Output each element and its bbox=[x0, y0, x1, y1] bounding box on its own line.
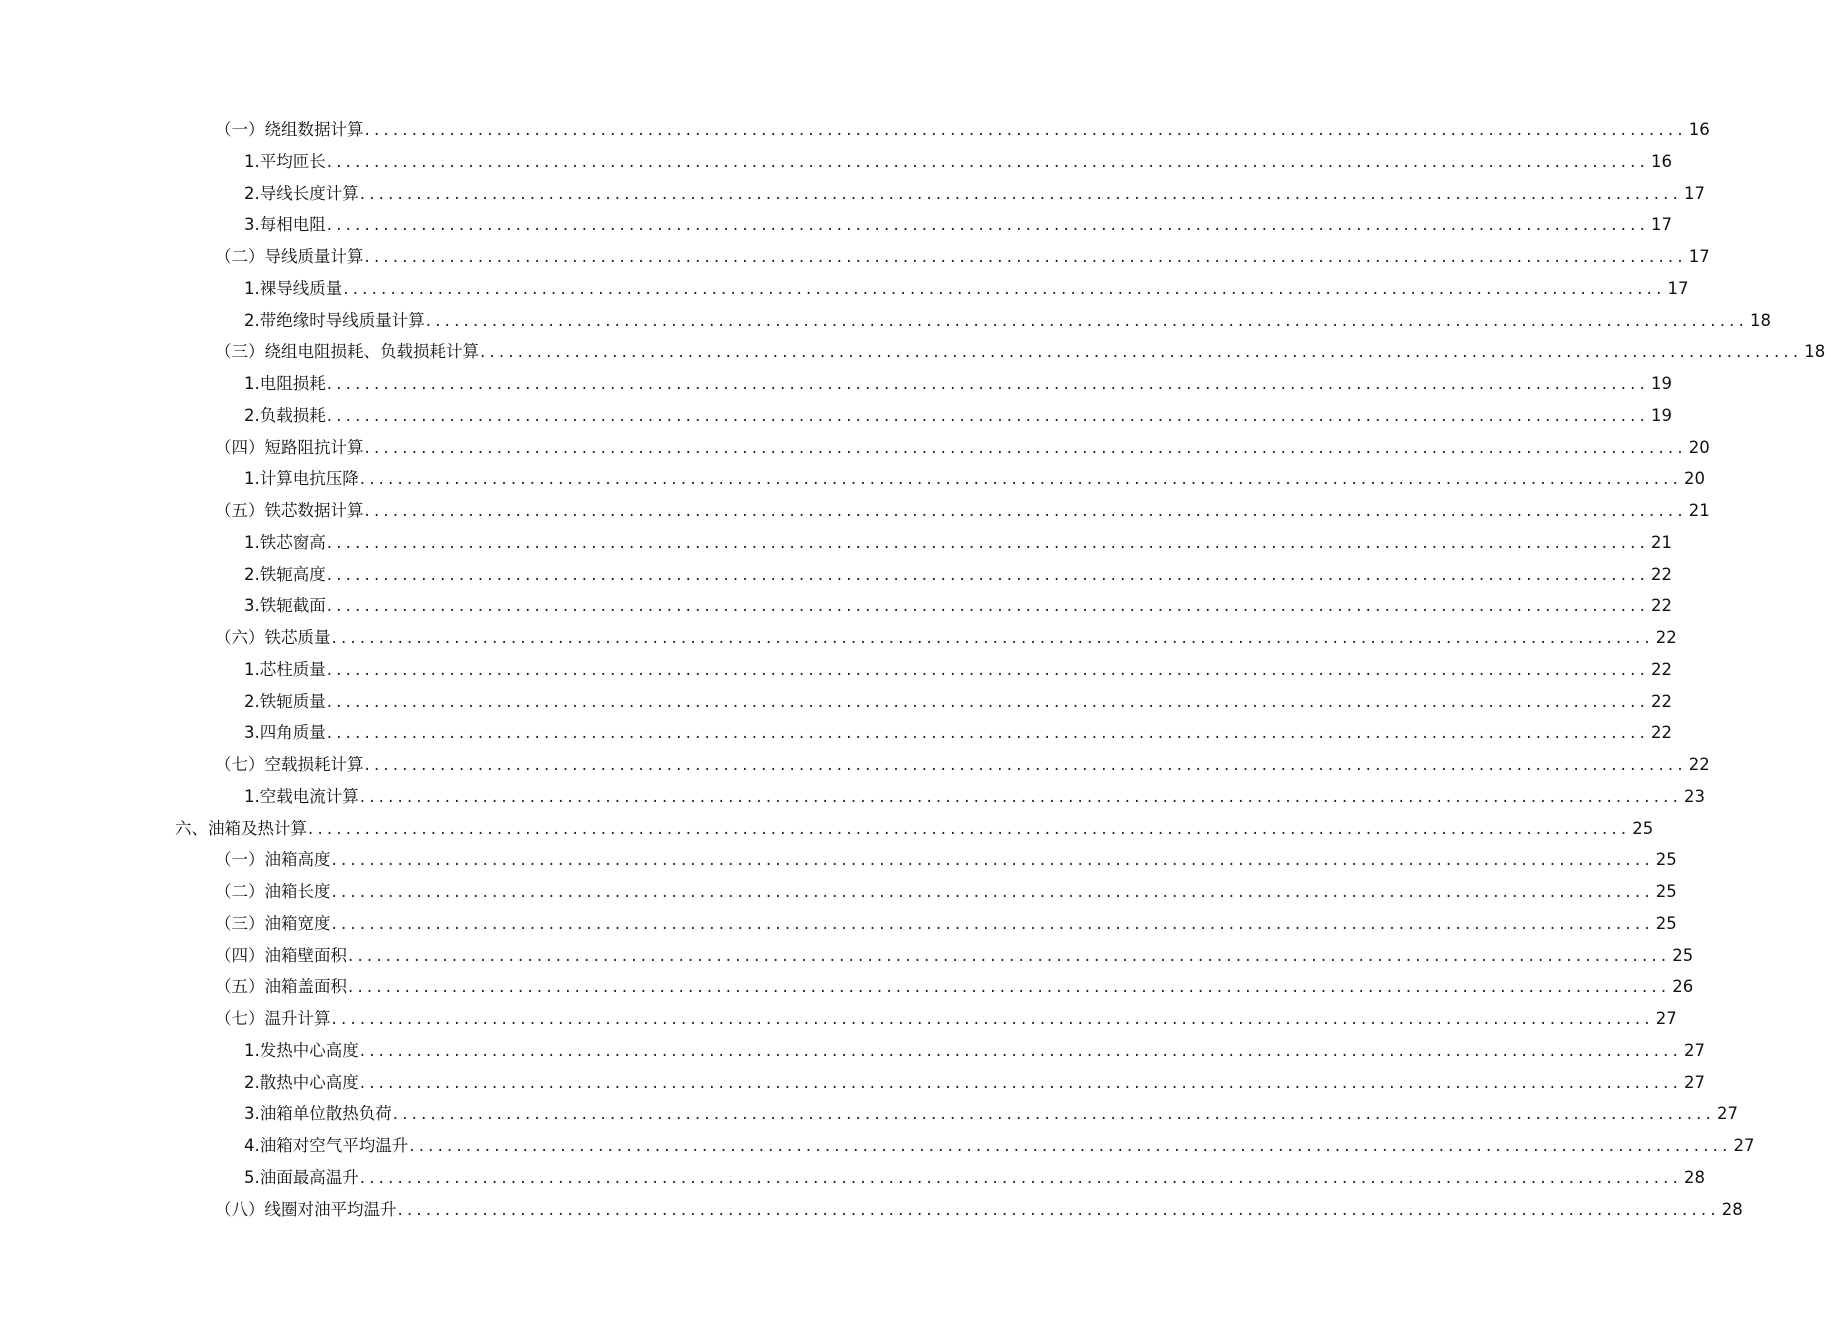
toc-dot-leader: ............................................................................................................................................ bbox=[364, 247, 1687, 266]
toc-entry-page-number: 28 bbox=[1721, 1199, 1743, 1219]
toc-entry-number: （五） bbox=[215, 501, 265, 520]
toc-entry-number: 1. bbox=[244, 659, 260, 679]
toc-entry-title: 铁芯数据计算 bbox=[264, 501, 364, 520]
toc-dot-leader: ............................................................................................................................................ bbox=[359, 1040, 1683, 1060]
toc-entry-line bbox=[215, 336, 1825, 368]
toc-entry-title: 油箱单位散热负荷 bbox=[259, 1104, 392, 1124]
toc-entry-number: 2. bbox=[244, 405, 260, 425]
toc-dot-leader: ............................................................................................................................................ bbox=[326, 532, 1650, 552]
toc-entry[interactable] bbox=[0, 463, 1706, 495]
toc-entry-title: 导线质量计算 bbox=[264, 247, 364, 266]
toc-entry-line bbox=[215, 844, 1677, 876]
toc-dot-leader: ............................................................................................................................................ bbox=[364, 501, 1687, 520]
toc-dot-leader: ............................................................................................................................................ bbox=[326, 215, 1650, 235]
toc-entry[interactable] bbox=[0, 622, 1677, 654]
toc-entry-page-number: 27 bbox=[1733, 1136, 1755, 1155]
toc-entry-number: 4. bbox=[244, 1136, 260, 1155]
toc-entry-page-number: 25 bbox=[1672, 945, 1694, 965]
toc-entry-number: 1. bbox=[244, 469, 260, 489]
toc-entry-line bbox=[244, 686, 1673, 718]
toc-entry[interactable] bbox=[0, 590, 1673, 622]
toc-entry-page-number: 22 bbox=[1688, 755, 1710, 774]
toc-entry-line bbox=[244, 1162, 1706, 1194]
toc-dot-leader: ............................................................................................................................................ bbox=[359, 1167, 1683, 1187]
toc-entry-page-number: 18 bbox=[1750, 310, 1772, 330]
toc-entry-line bbox=[215, 241, 1710, 273]
toc-entry-page-number: 27 bbox=[1655, 1009, 1677, 1028]
toc-entry-line bbox=[215, 908, 1677, 940]
toc-entry-title: 发热中心高度 bbox=[259, 1040, 359, 1060]
toc-entry-line bbox=[244, 1067, 1706, 1099]
toc-entry-title: 空载损耗计算 bbox=[264, 755, 364, 774]
toc-entry-line bbox=[215, 940, 1694, 972]
toc-entry[interactable] bbox=[0, 527, 1673, 559]
toc-dot-leader: ............................................................................................................................................ bbox=[326, 691, 1650, 711]
toc-entry-number: 1. bbox=[244, 532, 260, 552]
toc-dot-leader: ............................................................................................................................................ bbox=[364, 755, 1687, 774]
toc-entry-page-number: 18 bbox=[1804, 342, 1825, 362]
toc-entry[interactable] bbox=[0, 559, 1673, 591]
toc-entry-line bbox=[244, 463, 1706, 495]
toc-entry-page-number: 28 bbox=[1684, 1167, 1706, 1187]
toc-entry[interactable] bbox=[0, 1035, 1706, 1067]
toc-entry-line bbox=[244, 1098, 1739, 1130]
toc-entry[interactable] bbox=[0, 1067, 1706, 1099]
toc-entry-line bbox=[175, 813, 1654, 845]
toc-entry-page-number: 22 bbox=[1651, 659, 1673, 679]
toc-entry-title: 导线长度计算 bbox=[259, 183, 359, 203]
toc-entry-number: （二） bbox=[215, 882, 265, 901]
toc-dot-leader: ............................................................................................................................................ bbox=[331, 1009, 1654, 1028]
toc-entry[interactable] bbox=[0, 495, 1710, 527]
toc-entry[interactable] bbox=[0, 717, 1673, 749]
toc-entry-page-number: 20 bbox=[1684, 469, 1706, 489]
toc-dot-leader: ............................................................................................................................................ bbox=[359, 1072, 1683, 1092]
toc-entry[interactable] bbox=[0, 844, 1677, 876]
toc-dot-leader: ............................................................................................................................................ bbox=[308, 818, 1631, 838]
toc-entry-number: （三） bbox=[215, 913, 265, 933]
toc-entry-number: 2. bbox=[244, 691, 260, 711]
toc-entry[interactable] bbox=[0, 305, 1772, 337]
toc-dot-leader: ............................................................................................................................................ bbox=[331, 913, 1654, 933]
toc-entry-number: （六） bbox=[215, 628, 265, 647]
toc-entry[interactable] bbox=[0, 908, 1677, 940]
toc-entry-line bbox=[244, 400, 1673, 432]
toc-entry[interactable] bbox=[0, 241, 1710, 273]
toc-dot-leader: ............................................................................................................................................ bbox=[326, 723, 1650, 743]
toc-entry-number: 3. bbox=[244, 723, 260, 743]
toc-entry-number: （一） bbox=[215, 850, 265, 870]
toc-dot-leader: ............................................................................................................................................ bbox=[359, 183, 1683, 203]
toc-entry-title: 油箱高度 bbox=[264, 850, 331, 870]
toc-entry-page-number: 25 bbox=[1655, 913, 1677, 933]
toc-entry-title: 短路阻抗计算 bbox=[264, 437, 364, 457]
toc-entry-number: （七） bbox=[215, 755, 265, 774]
toc-entry[interactable] bbox=[0, 400, 1673, 432]
toc-dot-leader: ............................................................................................................................................ bbox=[409, 1136, 1732, 1155]
toc-entry-line bbox=[215, 749, 1710, 781]
toc-dot-leader: ............................................................................................................................................ bbox=[397, 1199, 1720, 1219]
toc-dot-leader: ............................................................................................................................................ bbox=[392, 1104, 1716, 1124]
toc-entry-title: 油箱宽度 bbox=[264, 913, 331, 933]
toc-entry-page-number: 27 bbox=[1684, 1072, 1706, 1092]
toc-entry-page-number: 17 bbox=[1667, 278, 1689, 298]
toc-entry-title: 绕组数据计算 bbox=[264, 120, 364, 139]
toc-dot-leader: ............................................................................................................................................ bbox=[331, 882, 1654, 901]
toc-dot-leader: ............................................................................................................................................ bbox=[326, 151, 1650, 171]
toc-dot-leader: ............................................................................................................................................ bbox=[425, 310, 1749, 330]
toc-dot-leader: ............................................................................................................................................ bbox=[331, 628, 1654, 647]
toc-dot-leader: ............................................................................................................................................ bbox=[359, 786, 1683, 806]
toc-entry[interactable] bbox=[0, 971, 1694, 1003]
toc-entry-title: 铁轭质量 bbox=[259, 691, 326, 711]
toc-entry-line bbox=[215, 432, 1710, 464]
toc-entry[interactable] bbox=[0, 432, 1710, 464]
toc-entry-number: 1. bbox=[244, 278, 260, 298]
toc-entry-line bbox=[244, 1035, 1706, 1067]
toc-entry-page-number: 17 bbox=[1684, 183, 1706, 203]
toc-entry[interactable] bbox=[0, 876, 1677, 908]
toc-entry[interactable] bbox=[0, 1130, 1755, 1162]
toc-entry-number: （一） bbox=[215, 120, 265, 139]
toc-entry-title: 油面最高温升 bbox=[259, 1167, 359, 1187]
toc-entry-number: （四） bbox=[215, 437, 265, 457]
toc-dot-leader: ............................................................................................................................................ bbox=[364, 437, 1687, 457]
toc-dot-leader: ............................................................................................................................................ bbox=[326, 405, 1650, 425]
toc-entry-number: 六、 bbox=[175, 818, 208, 838]
toc-entry-page-number: 27 bbox=[1684, 1040, 1706, 1060]
toc-entry-page-number: 22 bbox=[1651, 596, 1673, 616]
toc-entry-page-number: 19 bbox=[1651, 405, 1673, 425]
toc-entry-line bbox=[244, 1130, 1755, 1162]
toc-entry-line bbox=[244, 590, 1673, 622]
toc-entry[interactable] bbox=[0, 1194, 1743, 1226]
toc-entry-page-number: 25 bbox=[1655, 850, 1677, 870]
toc-dot-leader: ............................................................................................................................................ bbox=[348, 945, 1671, 965]
toc-entry-title: 铁轭截面 bbox=[259, 596, 326, 616]
toc-entry-number: 2. bbox=[244, 183, 260, 203]
toc-entry[interactable] bbox=[0, 209, 1673, 241]
toc-entry-title: 芯柱质量 bbox=[259, 659, 326, 679]
toc-entry-line bbox=[244, 368, 1673, 400]
toc-entry-title: 铁轭高度 bbox=[259, 564, 326, 584]
toc-entry-number: （二） bbox=[215, 247, 265, 266]
toc-entry-line bbox=[244, 146, 1673, 178]
toc-entry[interactable] bbox=[0, 1003, 1677, 1035]
toc-entry[interactable] bbox=[0, 368, 1673, 400]
toc-entry-line bbox=[244, 209, 1673, 241]
toc-entry-page-number: 17 bbox=[1651, 215, 1673, 235]
toc-entry-number: 2. bbox=[244, 564, 260, 584]
toc-dot-leader: ............................................................................................................................................ bbox=[326, 596, 1650, 616]
toc-entry-line bbox=[215, 495, 1710, 527]
toc-entry-title: 负载损耗 bbox=[259, 405, 326, 425]
toc-entry-line bbox=[244, 717, 1673, 749]
toc-dot-leader: ............................................................................................................................................ bbox=[359, 469, 1683, 489]
toc-entry-number: 1. bbox=[244, 786, 260, 806]
toc-entry-title: 温升计算 bbox=[264, 1009, 331, 1028]
toc-entry-number: （八） bbox=[215, 1199, 265, 1219]
toc-entry-line bbox=[215, 876, 1677, 908]
toc-entry-number: （五） bbox=[215, 977, 265, 997]
toc-entry[interactable] bbox=[0, 273, 1689, 305]
toc-entry-page-number: 27 bbox=[1717, 1104, 1739, 1124]
toc-entry[interactable] bbox=[0, 1098, 1739, 1130]
toc-entry-line bbox=[244, 273, 1689, 305]
toc-entry-number: 3. bbox=[244, 596, 260, 616]
toc-dot-leader: ............................................................................................................................................ bbox=[364, 120, 1687, 139]
toc-entry-title: 计算电抗压降 bbox=[259, 469, 359, 489]
toc-entry-title: 油箱对空气平均温升 bbox=[259, 1136, 409, 1155]
toc-dot-leader: ............................................................................................................................................ bbox=[348, 977, 1671, 997]
toc-entry-title: 裸导线质量 bbox=[259, 278, 343, 298]
toc-dot-leader: ............................................................................................................................................ bbox=[326, 374, 1650, 393]
toc-entry-title: 散热中心高度 bbox=[259, 1072, 359, 1092]
toc-entry-page-number: 22 bbox=[1651, 691, 1673, 711]
toc-entry-line bbox=[244, 305, 1772, 337]
toc-entry[interactable] bbox=[0, 781, 1706, 813]
toc-entry-line bbox=[215, 114, 1710, 146]
toc-entry-line bbox=[244, 178, 1706, 210]
toc-entry-page-number: 20 bbox=[1688, 437, 1710, 457]
toc-entry-line bbox=[244, 781, 1706, 813]
toc-entry-page-number: 22 bbox=[1655, 628, 1677, 647]
toc-entry-line bbox=[215, 1003, 1677, 1035]
toc-entry-title: 铁芯窗高 bbox=[259, 532, 326, 552]
toc-entry-title: 油箱盖面积 bbox=[264, 977, 347, 997]
toc-entry[interactable] bbox=[0, 336, 1825, 368]
toc-entry-number: 2. bbox=[244, 310, 260, 330]
toc-dot-leader: ............................................................................................................................................ bbox=[326, 564, 1650, 584]
toc-entry-title: 油箱壁面积 bbox=[264, 945, 347, 965]
table-of-contents bbox=[0, 114, 1825, 1225]
toc-entry-number: 1. bbox=[244, 374, 260, 393]
toc-entry-title: 线圈对油平均温升 bbox=[264, 1199, 397, 1219]
toc-entry-page-number: 16 bbox=[1651, 151, 1673, 171]
toc-entry-page-number: 23 bbox=[1684, 786, 1706, 806]
toc-entry-page-number: 21 bbox=[1651, 532, 1673, 552]
toc-entry-number: （七） bbox=[215, 1009, 265, 1028]
toc-entry[interactable] bbox=[0, 940, 1694, 972]
toc-entry-number: （三） bbox=[215, 342, 265, 362]
toc-entry[interactable] bbox=[0, 654, 1673, 686]
toc-entry-line bbox=[244, 527, 1673, 559]
toc-entry-page-number: 19 bbox=[1651, 374, 1673, 393]
toc-entry-line bbox=[244, 559, 1673, 591]
toc-entry[interactable] bbox=[0, 1162, 1706, 1194]
toc-entry-page-number: 25 bbox=[1655, 882, 1677, 901]
toc-entry-title: 油箱及热计算 bbox=[208, 818, 307, 838]
toc-entry-page-number: 16 bbox=[1688, 120, 1710, 139]
toc-entry-page-number: 25 bbox=[1632, 818, 1654, 838]
toc-entry-title: 平均匝长 bbox=[259, 151, 326, 171]
toc-dot-leader: ............................................................................................................................................ bbox=[480, 342, 1803, 362]
toc-entry-title: 电阻损耗 bbox=[259, 374, 326, 393]
toc-entry-number: （四） bbox=[215, 945, 265, 965]
toc-dot-leader: ............................................................................................................................................ bbox=[331, 850, 1654, 870]
toc-entry-page-number: 17 bbox=[1688, 247, 1710, 266]
toc-entry-page-number: 21 bbox=[1688, 501, 1710, 520]
toc-entry-page-number: 26 bbox=[1672, 977, 1694, 997]
toc-entry-number: 1. bbox=[244, 151, 260, 171]
toc-entry-page-number: 22 bbox=[1651, 564, 1673, 584]
toc-entry[interactable] bbox=[0, 813, 1654, 845]
toc-entry-line bbox=[215, 622, 1677, 654]
toc-entry-number: 5. bbox=[244, 1167, 260, 1187]
toc-entry-title: 空载电流计算 bbox=[259, 786, 359, 806]
toc-entry-title: 每相电阻 bbox=[259, 215, 326, 235]
toc-entry[interactable] bbox=[0, 749, 1710, 781]
toc-entry[interactable] bbox=[0, 686, 1673, 718]
toc-entry-line bbox=[215, 971, 1694, 1003]
toc-dot-leader: ............................................................................................................................................ bbox=[343, 278, 1666, 298]
toc-entry-line bbox=[244, 654, 1673, 686]
toc-entry-number: 1. bbox=[244, 1040, 260, 1060]
toc-entry-line bbox=[215, 1194, 1743, 1226]
toc-entry[interactable] bbox=[0, 178, 1706, 210]
toc-entry-number: 3. bbox=[244, 215, 260, 235]
toc-entry-title: 铁芯质量 bbox=[264, 628, 331, 647]
toc-entry[interactable] bbox=[0, 114, 1710, 146]
toc-entry-number: 2. bbox=[244, 1072, 260, 1092]
toc-entry[interactable] bbox=[0, 146, 1673, 178]
toc-entry-title: 油箱长度 bbox=[264, 882, 331, 901]
toc-entry-title: 带绝缘时导线质量计算 bbox=[259, 310, 425, 330]
toc-entry-title: 四角质量 bbox=[259, 723, 326, 743]
toc-entry-title: 绕组电阻损耗、负载损耗计算 bbox=[264, 342, 479, 362]
toc-entry-page-number: 22 bbox=[1651, 723, 1673, 743]
toc-entry-number: 3. bbox=[244, 1104, 260, 1124]
toc-dot-leader: ............................................................................................................................................ bbox=[326, 659, 1650, 679]
